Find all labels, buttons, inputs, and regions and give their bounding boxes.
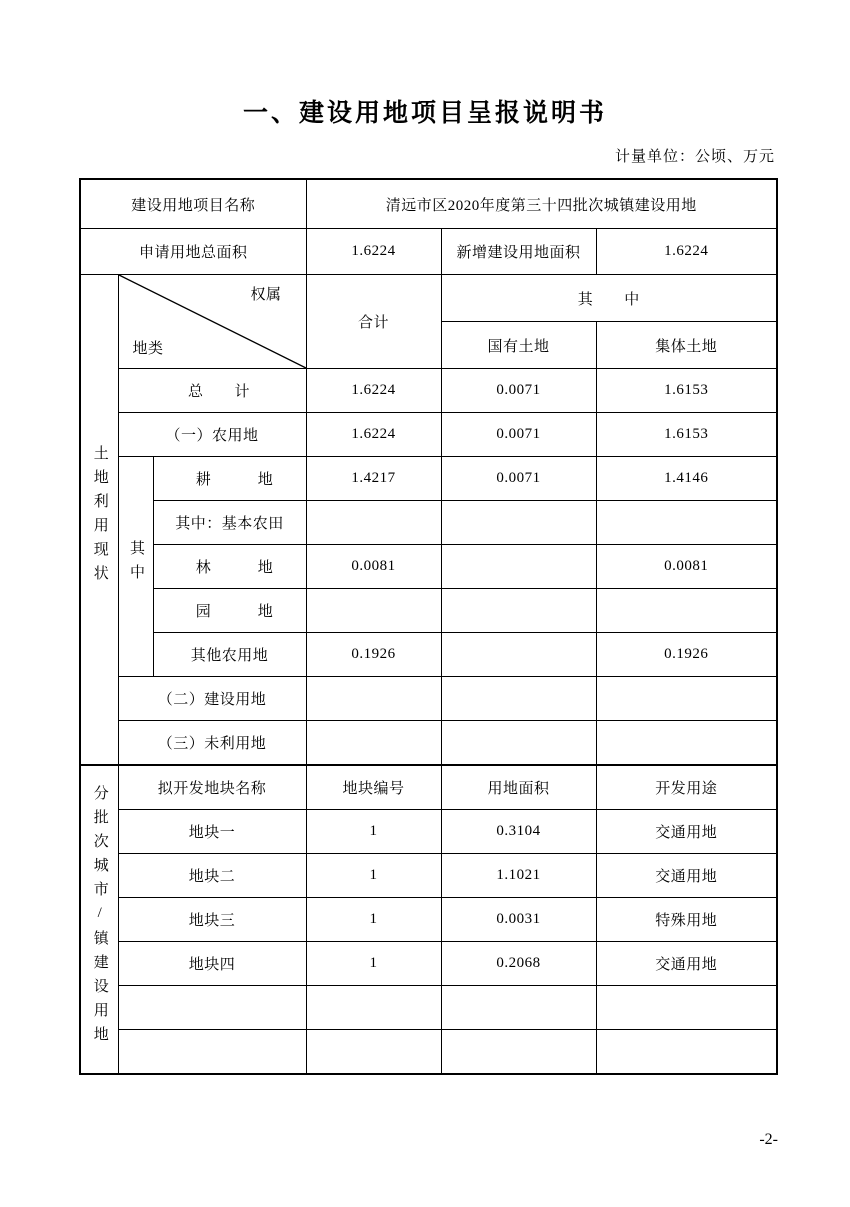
header-state-owned-land: 国有土地: [441, 322, 596, 369]
subsection-label-among-which: [118, 457, 153, 677]
land-row-collective: 1.6153: [596, 369, 777, 413]
land-row-total: 0.0081: [306, 545, 441, 589]
parcel-header-name: 拟开发地块名称: [118, 765, 306, 810]
table-row-parcel: [80, 854, 777, 898]
land-row-state: [441, 633, 596, 677]
parcel-purpose: 交通用地: [596, 810, 777, 854]
land-row-label: 总 计: [118, 369, 306, 413]
table-row-land-grand-total: [80, 369, 777, 413]
parcel-header-purpose: 开发用途: [596, 765, 777, 810]
land-row-total: [306, 589, 441, 633]
parcel-purpose: [596, 986, 777, 1030]
parcel-code: [306, 1030, 441, 1075]
land-row-label: （三）未利用地: [118, 721, 306, 766]
parcel-purpose: 交通用地: [596, 854, 777, 898]
parcel-area: 0.0031: [441, 898, 596, 942]
land-row-collective: [596, 589, 777, 633]
parcel-purpose: [596, 1030, 777, 1075]
diagonal-header-cell: [118, 275, 306, 369]
parcel-name: 地块一: [118, 810, 306, 854]
parcel-area: 0.2068: [441, 942, 596, 986]
parcel-code: 1: [306, 810, 441, 854]
header-total: 合计: [306, 275, 441, 369]
land-row-state: [441, 677, 596, 721]
parcel-area: [441, 1030, 596, 1075]
land-row-state: 0.0071: [441, 413, 596, 457]
measurement-unit-note: 计量单位：公顷、万元: [614, 149, 775, 165]
land-row-total: 1.6224: [306, 413, 441, 457]
land-row-label: 其他农用地: [153, 633, 306, 677]
total-area-label: 申请用地总面积: [80, 229, 306, 275]
land-row-state: [441, 501, 596, 545]
land-row-state: 0.0071: [441, 457, 596, 501]
new-construction-label: 新增建设用地面积: [441, 229, 596, 275]
page-number: -2-: [759, 1131, 778, 1148]
table-row-unused-land: [80, 721, 777, 766]
parcel-purpose: 交通用地: [596, 942, 777, 986]
land-row-total: [306, 721, 441, 766]
table-row-parcel-empty: [80, 986, 777, 1030]
diagonal-label-landtype: 地类: [132, 341, 164, 357]
parcel-area: [441, 986, 596, 1030]
land-row-label: （一）农用地: [118, 413, 306, 457]
table-row-garden-land: [80, 589, 777, 633]
section-label-batch-construction-land: [80, 765, 118, 1074]
subsection-label-among-which-text: 其中: [128, 540, 144, 588]
land-row-label: 林 地: [153, 545, 306, 589]
project-name-value: 清远市区2020年度第三十四批次城镇建设用地: [306, 179, 777, 229]
land-row-collective: [596, 501, 777, 545]
land-row-label: 耕 地: [153, 457, 306, 501]
parcel-purpose: 特殊用地: [596, 898, 777, 942]
section-label-land-use-status: [80, 275, 118, 766]
land-row-state: [441, 545, 596, 589]
header-collective-land: 集体土地: [596, 322, 777, 369]
land-row-total: [306, 677, 441, 721]
parcel-code: 1: [306, 898, 441, 942]
parcel-name: 地块三: [118, 898, 306, 942]
parcel-area: 0.3104: [441, 810, 596, 854]
parcel-code: [306, 986, 441, 1030]
land-row-collective: 0.1926: [596, 633, 777, 677]
parcel-name: [118, 986, 306, 1030]
parcel-name: 地块四: [118, 942, 306, 986]
table-row-parcel: [80, 898, 777, 942]
table-row-project-name: [80, 179, 777, 229]
table-body: [80, 179, 777, 1074]
parcel-code: 1: [306, 942, 441, 986]
land-row-collective: 1.6153: [596, 413, 777, 457]
table-row-other-agricultural-land: [80, 633, 777, 677]
table-row-header-top: [80, 275, 777, 322]
land-row-total: 1.6224: [306, 369, 441, 413]
land-row-label: （二）建设用地: [118, 677, 306, 721]
land-row-state: [441, 721, 596, 766]
land-row-label: 其中：基本农田: [153, 501, 306, 545]
parcel-name: 地块二: [118, 854, 306, 898]
table-row-parcel: [80, 942, 777, 986]
table-row-agricultural-land: [80, 413, 777, 457]
project-name-label: 建设用地项目名称: [80, 179, 306, 229]
land-use-report-table: [79, 178, 778, 1075]
section-label-land-use-status-text: 土地利用现状: [91, 445, 108, 589]
land-row-total: [306, 501, 441, 545]
land-row-state: [441, 589, 596, 633]
page-title: 一、建设用地项目呈报说明书: [242, 100, 607, 127]
parcel-code: 1: [306, 854, 441, 898]
table-row-basic-farmland: [80, 501, 777, 545]
table-row-cultivated-land: [80, 457, 777, 501]
table-row-parcel: [80, 810, 777, 854]
new-construction-value: 1.6224: [596, 229, 777, 275]
total-area-value: 1.6224: [306, 229, 441, 275]
header-among-which: 其 中: [441, 275, 777, 322]
parcel-name: [118, 1030, 306, 1075]
land-row-state: 0.0071: [441, 369, 596, 413]
land-row-total: 0.1926: [306, 633, 441, 677]
table-row-parcel-empty: [80, 1030, 777, 1075]
table-row-construction-land: [80, 677, 777, 721]
land-row-collective: 0.0081: [596, 545, 777, 589]
land-row-collective: 1.4146: [596, 457, 777, 501]
parcel-header-area: 用地面积: [441, 765, 596, 810]
diagonal-label-ownership: 权属: [250, 287, 282, 303]
parcel-area: 1.1021: [441, 854, 596, 898]
land-row-label: 园 地: [153, 589, 306, 633]
table-row-total-area: [80, 229, 777, 275]
table-row-parcel-header: [80, 765, 777, 810]
parcel-header-code: 地块编号: [306, 765, 441, 810]
land-row-collective: [596, 677, 777, 721]
table-row-forest-land: [80, 545, 777, 589]
land-row-collective: [596, 721, 777, 766]
land-row-total: 1.4217: [306, 457, 441, 501]
section-label-batch-construction-land-text: 分批次城市/镇建设用地: [91, 784, 108, 1050]
